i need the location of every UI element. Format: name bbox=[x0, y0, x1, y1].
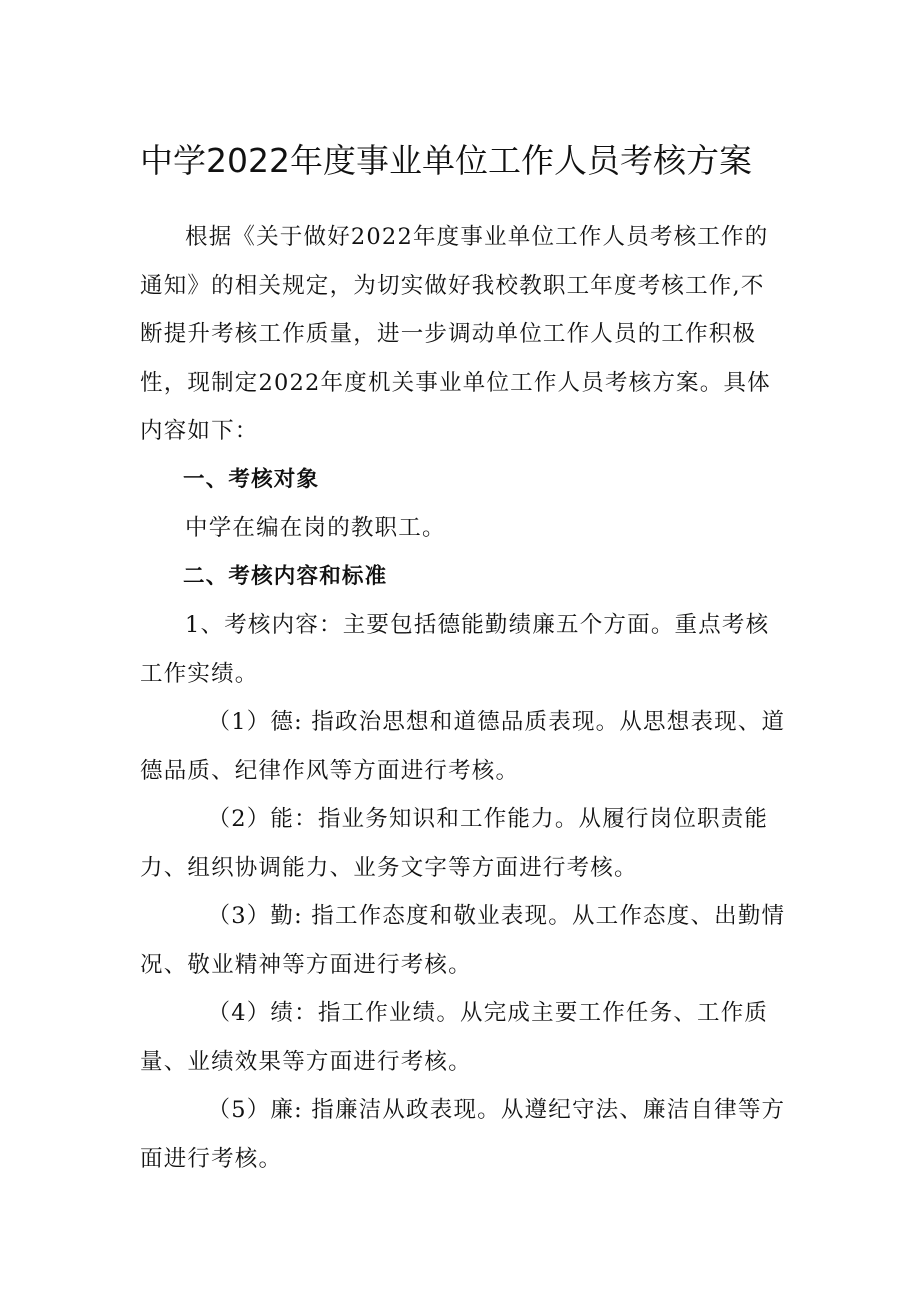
content-item-1: 1、考核内容：主要包括德能勤绩廉五个方面。重点考核工作实绩。 bbox=[140, 612, 770, 687]
sub-item-integrity: （5）廉: 指廉洁从政表现。从遵纪守法、廉洁自律等方面进行考核。 bbox=[140, 1097, 786, 1172]
section-heading-content-standards: 二、考核内容和标准 bbox=[183, 563, 388, 589]
document-body bbox=[140, 213, 788, 1183]
sub-item-virtue: （1）德: 指政治思想和道德品质表现。从思想表现、道德品质、纪律作风等方面进行考核。 bbox=[140, 709, 786, 784]
assessment-target-text: 中学在编在岗的教职工。 bbox=[185, 515, 446, 541]
sub-item-performance: （4）绩：指工作业绩。从完成主要工作任务、工作质量、业绩效果等方面进行考核。 bbox=[140, 1000, 769, 1075]
section-heading-assessment-target: 一、考核对象 bbox=[183, 466, 320, 492]
document-title: 中学2022年度事业单位工作人员考核方案 bbox=[140, 141, 752, 180]
intro-paragraph: 根据《关于做好2022年度事业单位工作人员考核工作的通知》的相关规定，为切实做好我校教职工年度考核工作,不断提升考核工作质量，进一步调动单位工作人员的工作积极性，现制定2022年度机关事业单位工作人员考核方案。具体内容如下： bbox=[140, 224, 771, 444]
sub-item-ability: （2）能：指业务知识和工作能力。从履行岗位职责能力、组织协调能力、业务文字等方面进行考核。 bbox=[140, 806, 769, 881]
sub-item-diligence: （3）勤: 指工作态度和敬业表现。从工作态度、出勤情况、敬业精神等方面进行考核。 bbox=[140, 903, 786, 978]
